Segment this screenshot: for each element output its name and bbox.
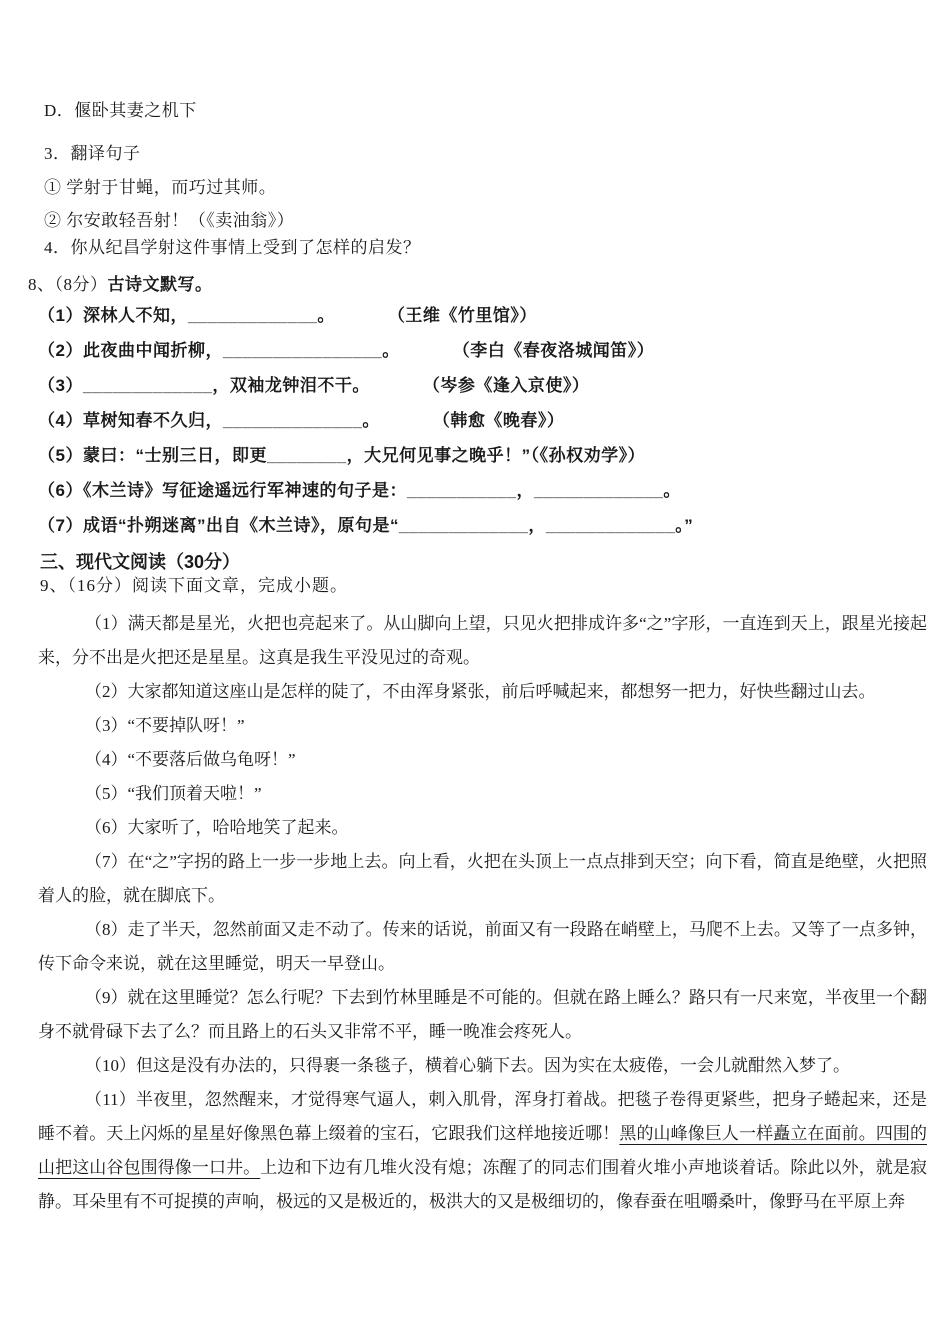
q8-blank-item-2: （2）此夜曲中闻折柳，________________。 （李白《春夜洛城闻笛》） bbox=[38, 341, 655, 360]
question-8-title: 古诗文默写。 bbox=[107, 275, 213, 294]
passage-paragraph-2: （2）大家都知道这座山是怎样的陡了，不由浑身紧张，前后呼喊起来，都想努一把力，好快些翻过山去。 bbox=[85, 682, 876, 701]
question-3-title: 3．翻译句子 bbox=[44, 144, 141, 163]
q8-blank-item-5: （5）蒙曰：“士别三日，即更________，大兄何见事之晚乎！”（《孙权劝学》） bbox=[38, 446, 646, 465]
p11-text-before-underline: （11）半夜里，忽然醒来，才觉得寒气逼人，刺入肌骨，浑身打着战。把毯子卷得更紧些，把身子蜷起来，还是睡不着。天上闪烁的星星好像黑色幕上缀着的宝石，它跟我们这样地接近哪！ bbox=[38, 1090, 927, 1143]
q8-blank-item-6: （6）《木兰诗》写征途遥远行军神速的句子是：___________，_____________。 bbox=[38, 481, 681, 500]
section-3-heading: 三、现代文阅读（30分） bbox=[40, 552, 241, 572]
passage-paragraph-3: （3）“不要掉队呀！” bbox=[85, 716, 245, 735]
question-4: 4．你从纪昌学射这件事情上受到了怎样的启发？ bbox=[44, 238, 421, 257]
question-8-header bbox=[28, 274, 927, 296]
passage-paragraph-7: （7）在“之”字拐的路上一步一步地上去。向上看，火把在头顶上一点点排到天空；向下看，简直是绝壁，火把照着人的脸，就在脚底下。 bbox=[38, 852, 927, 905]
p11-underlined-sentence: 黑的山峰像巨人一样矗立在面前。四围的山把这山谷包围得像一口井。 bbox=[38, 1124, 928, 1177]
q8-blank-item-7: （7）成语“扑朔迷离”出自《木兰诗》，原句是“_____________，_____________。” bbox=[38, 516, 694, 535]
passage-paragraph-5: （5）“我们顶着天啦！” bbox=[85, 784, 262, 803]
question-8-number: 8、（8分） bbox=[28, 275, 108, 294]
p11-text-after-underline: 上边和下边有几堆火没有熄；冻醒了的同志们围着火堆小声地谈着话。除此以外，就是寂静。耳朵里有不可捉摸的声响，极远的又是极近的，极洪大的又是极细切的，像春蚕在咀嚼桑叶，像野马在平原上奔 bbox=[38, 1158, 928, 1211]
passage-paragraph-11 bbox=[38, 1083, 927, 1219]
passage-paragraph-1: （1）满天都是星光，火把也亮起来了。从山脚向上望，只见火把排成许多“之”字形，一直连到天上，跟星光接起来，分不出是火把还是星星。这真是我生平没见过的奇观。 bbox=[38, 614, 927, 667]
passage-paragraph-9: （9）就在这里睡觉？怎么行呢？下去到竹林里睡是不可能的。但就在路上睡么？路只有一尺来宽，半夜里一个翻身不就骨碌下去了么？而且路上的石头又非常不平，睡一晚准会疼死人。 bbox=[38, 988, 927, 1041]
passage-paragraph-8: （8）走了半天，忽然前面又走不动了。传来的话说，前面又有一段路在峭壁上，马爬不上去。又等了一点多钟，传下命令来说，就在这里睡觉，明天一早登山。 bbox=[38, 920, 927, 973]
choice-option-d: D．偃卧其妻之机下 bbox=[44, 101, 197, 120]
reading-passage bbox=[38, 607, 927, 1219]
q8-blank-item-3: （3）_____________，双袖龙钟泪不干。 （岑参《逢入京使》） bbox=[38, 376, 590, 395]
q8-blank-item-1: （1）深林人不知，_____________。 （王维《竹里馆》） bbox=[38, 306, 537, 325]
passage-paragraph-4: （4）“不要落后做乌龟呀！” bbox=[85, 750, 296, 769]
passage-paragraph-6: （6）大家听了，哈哈地笑了起来。 bbox=[85, 818, 349, 837]
question-9-intro: 9、（16分）阅读下面文章，完成小题。 bbox=[40, 576, 348, 595]
passage-paragraph-10: （10）但这是没有办法的，只得裹一条毯子，横着心躺下去。因为实在太疲倦，一会儿就酣然入梦了。 bbox=[85, 1056, 850, 1075]
question-3-sentence-2: ② 尔安敢轻吾射！（《卖油翁》） bbox=[44, 211, 295, 230]
q8-blank-item-4: （4）草树知春不久归，______________。 （韩愈《晚春》） bbox=[38, 411, 565, 430]
question-3-sentence-1: ① 学射于甘蝇，而巧过其师。 bbox=[44, 178, 277, 197]
